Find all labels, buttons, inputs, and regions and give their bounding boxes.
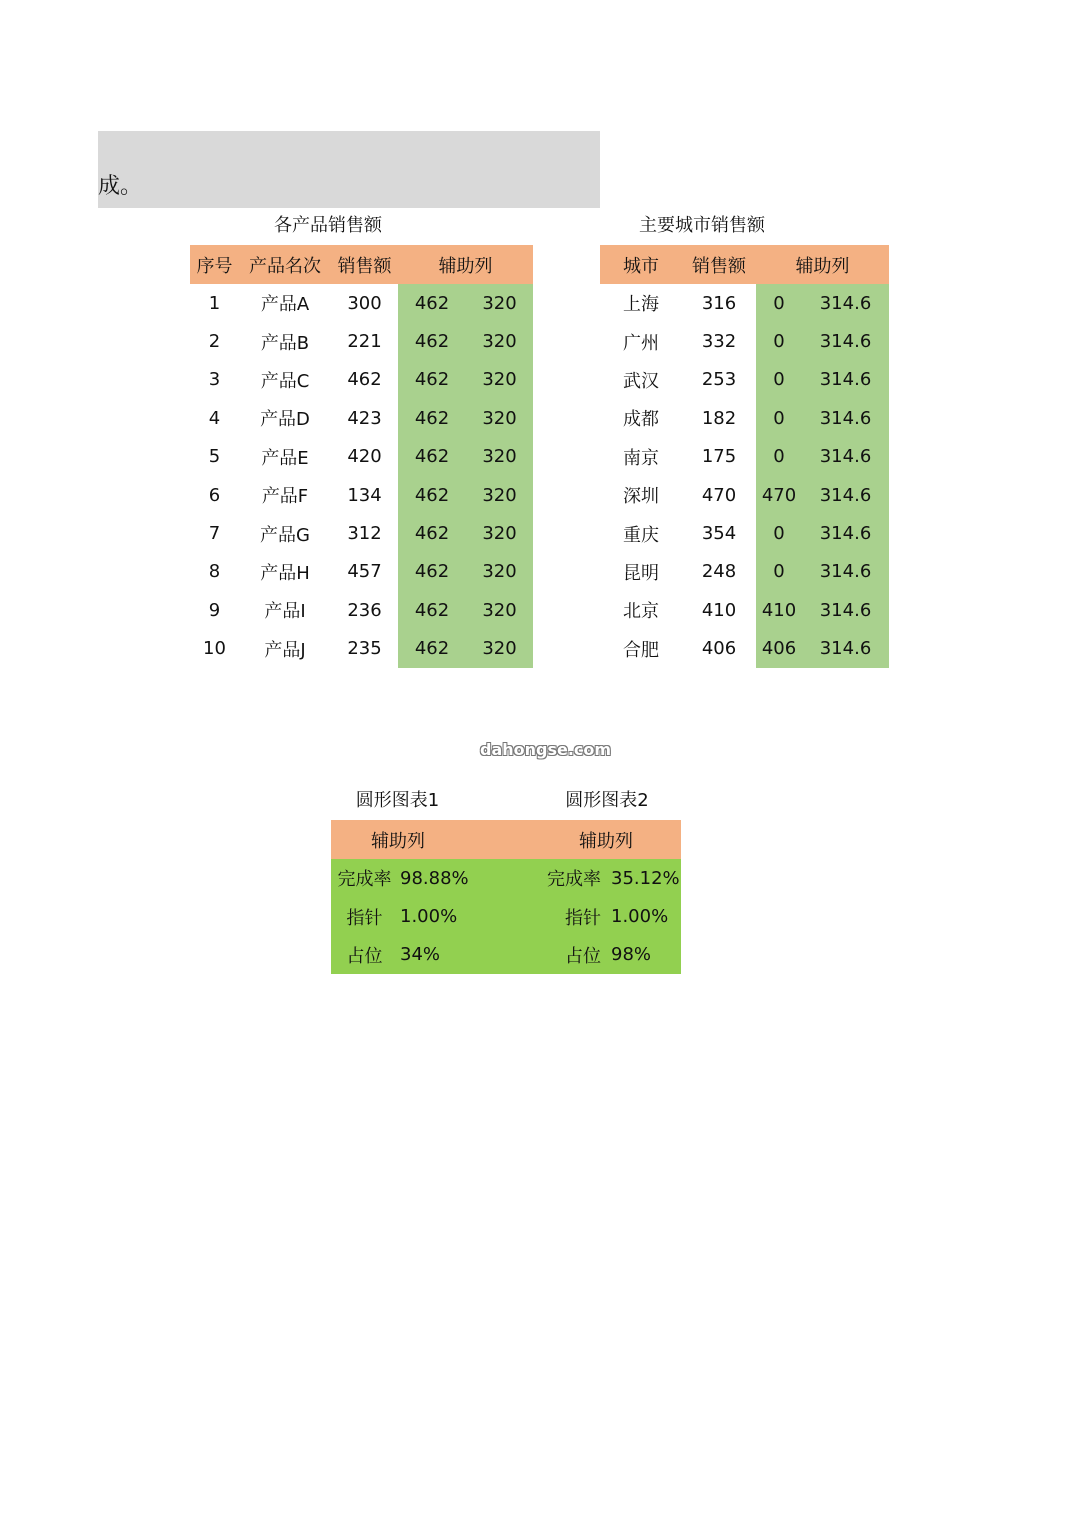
helper-value-1: 462 <box>398 591 466 629</box>
header-city-sales: 销售额 <box>682 245 756 284</box>
product-row <box>190 630 533 668</box>
city-row <box>600 591 889 629</box>
product-table-title: 各产品销售额 <box>274 215 382 236</box>
sales-value: 235 <box>347 638 382 660</box>
row-index: 9 <box>208 599 221 621</box>
city-name: 南京 <box>623 447 659 469</box>
city-row <box>600 630 889 668</box>
city-helper-value-2: 314.6 <box>802 284 889 322</box>
sales-value: 221 <box>347 331 382 353</box>
pie-2-label: 占位 <box>533 936 607 974</box>
city-helper-value-2: 314.6 <box>802 476 889 514</box>
pie-table-header-row <box>331 820 681 859</box>
pie-2-header-helper: 辅助列 <box>533 820 681 859</box>
row-index: 10 <box>203 638 226 660</box>
row-index: 8 <box>208 561 221 583</box>
city-helper-value-1: 410 <box>756 591 802 629</box>
helper-value-2: 320 <box>466 284 533 322</box>
city-row <box>600 399 889 437</box>
row-index: 4 <box>208 407 221 429</box>
pie-1-value: 98.88% <box>398 859 533 897</box>
pie-1-value: 1.00% <box>398 897 533 935</box>
city-helper-value-1: 0 <box>756 361 802 399</box>
header-index: 序号 <box>190 245 239 284</box>
product-row <box>190 591 533 629</box>
sales-value: 462 <box>347 369 382 391</box>
city-helper-value-1: 0 <box>756 322 802 360</box>
header-city-helper-column: 辅助列 <box>756 245 889 284</box>
city-sales-value: 410 <box>701 599 737 621</box>
row-index: 5 <box>208 446 221 468</box>
city-helper-value-2: 314.6 <box>802 591 889 629</box>
city-name: 上海 <box>623 294 659 316</box>
city-table-header-row <box>600 245 889 284</box>
helper-value-1: 462 <box>398 553 466 591</box>
pie-row <box>331 859 681 897</box>
city-name: 深圳 <box>623 486 659 508</box>
city-name: 合肥 <box>623 639 659 661</box>
helper-value-2: 320 <box>466 438 533 476</box>
city-sales-value: 332 <box>701 331 737 353</box>
pie-1-header-helper: 辅助列 <box>331 820 533 859</box>
product-name: 产品G <box>260 524 310 546</box>
watermark-text: dahongse.com <box>480 740 612 759</box>
city-row <box>600 284 889 322</box>
city-helper-value-2: 314.6 <box>802 630 889 668</box>
header-city: 城市 <box>600 245 682 284</box>
city-name: 广州 <box>623 332 659 354</box>
product-row <box>190 438 533 476</box>
row-index: 3 <box>208 369 221 391</box>
helper-value-1: 462 <box>398 399 466 437</box>
city-name: 昆明 <box>623 562 659 584</box>
pie-helper-table <box>331 820 681 974</box>
city-sales-table <box>600 245 889 668</box>
product-name: 产品F <box>261 486 309 508</box>
banner-text: 成。 <box>98 174 143 199</box>
helper-value-1: 462 <box>398 284 466 322</box>
product-row <box>190 399 533 437</box>
header-sales: 销售额 <box>331 245 398 284</box>
city-helper-value-2: 314.6 <box>802 322 889 360</box>
city-table-title: 主要城市销售额 <box>639 215 765 236</box>
city-helper-value-1: 0 <box>756 553 802 591</box>
helper-value-1: 462 <box>398 630 466 668</box>
product-row <box>190 361 533 399</box>
city-helper-value-2: 314.6 <box>802 361 889 399</box>
city-helper-value-2: 314.6 <box>802 399 889 437</box>
helper-value-2: 320 <box>466 630 533 668</box>
pie-chart-2-title: 圆形图表2 <box>565 790 649 811</box>
city-sales-value: 316 <box>701 292 737 314</box>
helper-value-1: 462 <box>398 438 466 476</box>
helper-value-2: 320 <box>466 591 533 629</box>
product-name: 产品E <box>261 447 309 469</box>
pie-2-label: 指针 <box>533 897 607 935</box>
product-row <box>190 284 533 322</box>
product-name: 产品J <box>264 639 306 661</box>
sales-value: 423 <box>347 407 382 429</box>
helper-value-2: 320 <box>466 553 533 591</box>
city-row <box>600 361 889 399</box>
helper-value-2: 320 <box>466 514 533 552</box>
header-product-name: 产品名次 <box>239 245 331 284</box>
city-helper-value-1: 0 <box>756 514 802 552</box>
pie-2-value: 98% <box>607 936 681 974</box>
city-helper-value-2: 314.6 <box>802 553 889 591</box>
city-row <box>600 438 889 476</box>
helper-value-2: 320 <box>466 399 533 437</box>
helper-value-2: 320 <box>466 322 533 360</box>
sales-value: 420 <box>347 446 382 468</box>
product-name: 产品B <box>260 332 310 354</box>
city-helper-value-2: 314.6 <box>802 438 889 476</box>
city-sales-value: 175 <box>701 446 737 468</box>
product-name: 产品C <box>260 370 310 392</box>
product-row <box>190 553 533 591</box>
helper-value-1: 462 <box>398 514 466 552</box>
pie-2-label: 完成率 <box>533 859 607 897</box>
product-sales-table <box>190 245 533 668</box>
city-row <box>600 514 889 552</box>
sales-value: 457 <box>347 561 382 583</box>
sales-value: 236 <box>347 599 382 621</box>
pie-2-value: 1.00% <box>607 897 681 935</box>
city-name: 成都 <box>623 409 659 431</box>
city-sales-value: 182 <box>701 407 737 429</box>
city-name: 重庆 <box>623 524 659 546</box>
pie-1-value: 34% <box>398 936 533 974</box>
city-row <box>600 553 889 591</box>
pie-1-label: 占位 <box>331 936 398 974</box>
helper-value-2: 320 <box>466 361 533 399</box>
city-helper-value-2: 314.6 <box>802 514 889 552</box>
city-sales-value: 253 <box>701 369 737 391</box>
product-name: 产品H <box>260 562 310 584</box>
product-row <box>190 476 533 514</box>
city-name: 武汉 <box>623 370 659 392</box>
pie-1-label: 指针 <box>331 897 398 935</box>
row-index: 2 <box>208 331 221 353</box>
helper-value-2: 320 <box>466 476 533 514</box>
pie-2-value: 35.12% <box>607 859 681 897</box>
sales-value: 300 <box>347 292 382 314</box>
row-index: 6 <box>208 484 221 506</box>
sales-value: 134 <box>347 484 382 506</box>
pie-row <box>331 936 681 974</box>
row-index: 7 <box>208 523 221 545</box>
helper-value-1: 462 <box>398 476 466 514</box>
helper-value-1: 462 <box>398 322 466 360</box>
header-helper-column: 辅助列 <box>398 245 533 284</box>
city-helper-value-1: 406 <box>756 630 802 668</box>
gray-banner <box>98 131 600 208</box>
product-name: 产品I <box>264 601 306 623</box>
product-name: 产品D <box>260 409 310 431</box>
city-sales-value: 354 <box>701 523 737 545</box>
pie-chart-1-title: 圆形图表1 <box>355 790 440 811</box>
city-sales-value: 470 <box>701 484 737 506</box>
sales-value: 312 <box>347 523 382 545</box>
city-row <box>600 322 889 360</box>
city-helper-value-1: 0 <box>756 284 802 322</box>
city-helper-value-1: 0 <box>756 399 802 437</box>
city-row <box>600 476 889 514</box>
product-table-header-row <box>190 245 533 284</box>
product-name: 产品A <box>260 294 310 316</box>
city-name: 北京 <box>623 601 659 623</box>
row-index: 1 <box>208 292 221 314</box>
pie-row <box>331 897 681 935</box>
city-sales-value: 406 <box>701 638 737 660</box>
pie-1-label: 完成率 <box>331 859 398 897</box>
helper-value-1: 462 <box>398 361 466 399</box>
city-helper-value-1: 470 <box>756 476 802 514</box>
city-sales-value: 248 <box>701 561 737 583</box>
product-row <box>190 322 533 360</box>
product-row <box>190 514 533 552</box>
city-helper-value-1: 0 <box>756 438 802 476</box>
